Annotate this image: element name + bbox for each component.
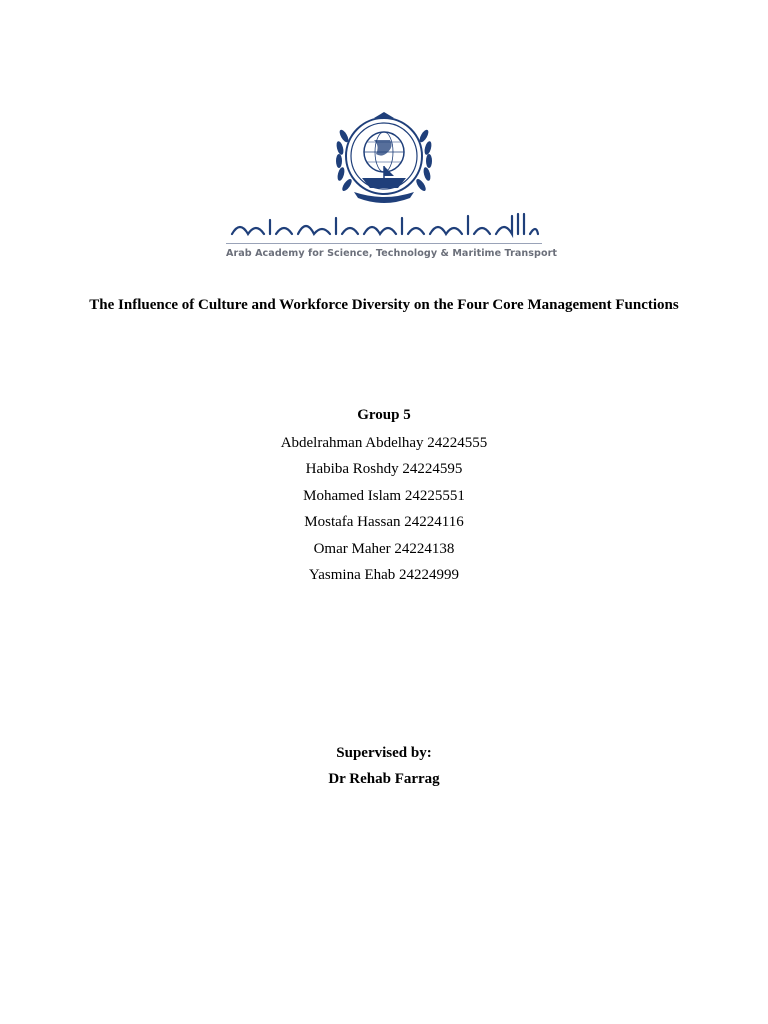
supervisor-name: Dr Rehab Farrag bbox=[328, 771, 440, 787]
logo-english-name: Arab Academy for Science, Technology & Maritime Transport bbox=[226, 248, 558, 259]
member-item: Omar Maher 24224138 bbox=[313, 540, 455, 557]
member-item: Abdelrahman Abdelhay 24224555 bbox=[280, 435, 488, 451]
member-item: Mohamed Islam 24225551 bbox=[303, 487, 465, 504]
logo-divider bbox=[226, 243, 542, 244]
document-title: The Influence of Culture and Workforce Diversity on the Four Core Management Functions bbox=[89, 297, 679, 313]
academy-emblem bbox=[226, 110, 542, 242]
academy-logo bbox=[226, 110, 558, 266]
member-list bbox=[0, 434, 768, 592]
member-item: Mostafa Hassan 24224116 bbox=[304, 514, 464, 531]
member-item: Yasmina Ehab 24224999 bbox=[308, 566, 460, 583]
member-item: Habiba Roshdy 24224595 bbox=[305, 461, 463, 478]
supervised-by-label: Supervised by: bbox=[336, 745, 432, 761]
group-heading: Group 5 bbox=[357, 407, 411, 423]
